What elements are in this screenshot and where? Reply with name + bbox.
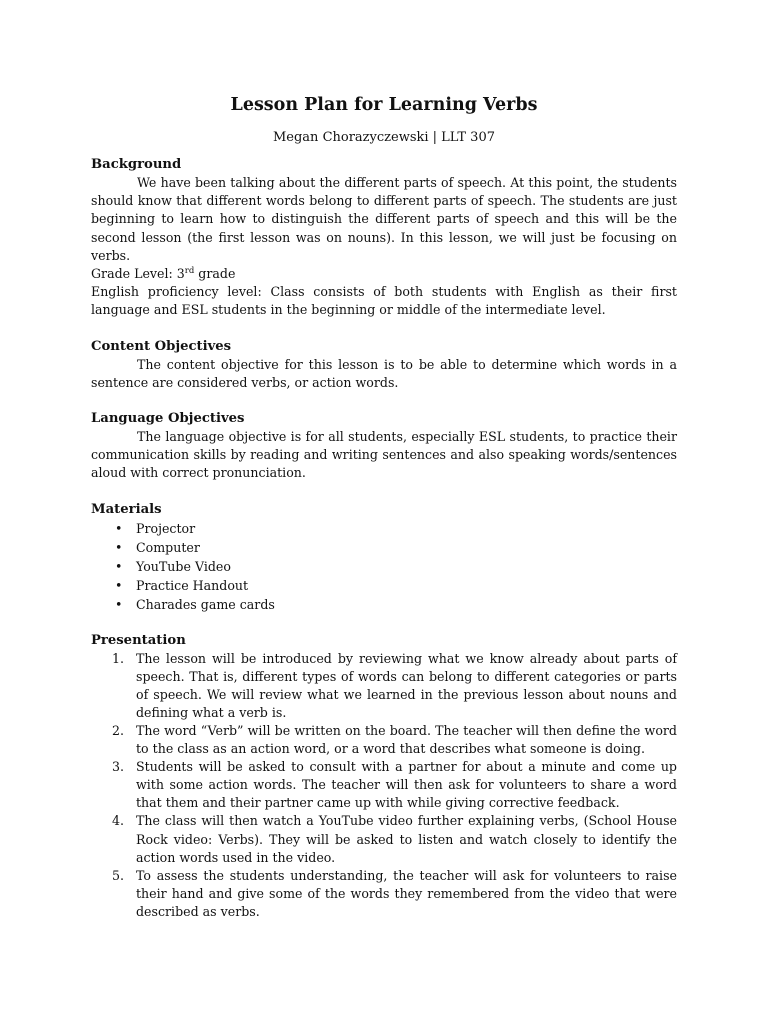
- presentation-heading: Presentation: [91, 632, 186, 648]
- language-objectives-heading: Language Objectives: [91, 411, 245, 427]
- content-objectives-heading: Content Objectives: [91, 338, 232, 354]
- page-title: Lesson Plan for Learning Verbs: [230, 95, 538, 115]
- list-item: [91, 538, 677, 557]
- grade-level: [91, 265, 677, 283]
- content-objectives-paragraph: The content objective for this lesson is to be able to determine which words in a sentence are considered verbs, or action words.: [91, 356, 677, 390]
- material-label: YouTube Video: [136, 558, 231, 574]
- grade-level-label: Grade Level: 3: [91, 266, 185, 282]
- step-number: 1.: [112, 650, 125, 666]
- list-item: [91, 812, 677, 866]
- background-paragraph: We have been talking about the different parts of speech. At this point, the students should know that different words belong to different parts of speech. The students are just beginning to learn how to distinguish the different parts of speech and this will be the second lesson (the first lesson was on nouns). In this lesson, we will just be focusing on verbs.: [91, 175, 677, 263]
- materials-section: [91, 501, 677, 614]
- material-label: Projector: [136, 520, 196, 536]
- step-number: 2.: [112, 723, 125, 739]
- author-line: Megan Chorazyczewski | LLT 307: [272, 130, 495, 145]
- content-objectives-section: [91, 338, 677, 392]
- list-item: [91, 557, 677, 576]
- step-text: To assess the students understanding, the teacher will ask for volunteers to raise their hand and give some of the words they remembered from the video that were described as verbs.: [136, 867, 677, 919]
- bullet-icon: •: [115, 539, 123, 555]
- presentation-steps: [91, 650, 677, 921]
- document-page: [91, 92, 677, 939]
- presentation-section: [91, 632, 677, 921]
- bullet-icon: •: [115, 520, 123, 536]
- step-number: 3.: [112, 759, 125, 775]
- list-item: [91, 867, 677, 921]
- step-text: The class will then watch a YouTube video further explaining verbs, (School House Rock video: Verbs). They will be asked to listen and watch closely to identify the action words used in the video.: [136, 813, 677, 865]
- background-heading: Background: [91, 157, 182, 172]
- background-section: [91, 156, 677, 320]
- materials-list: [91, 519, 677, 614]
- language-objectives-section: [91, 410, 677, 483]
- grade-level-superscript: rd: [184, 265, 195, 276]
- grade-level-suffix: grade: [194, 266, 236, 282]
- bullet-icon: •: [115, 577, 123, 593]
- bullet-icon: •: [115, 596, 123, 612]
- proficiency-level: English proficiency level: Class consists of both students with English as their first language and ESL students in the beginning or middle of the intermediate level.: [91, 284, 677, 318]
- step-text: Students will be asked to consult with a partner for about a minute and come up with some action words. The teacher will then ask for volunteers to share a word that them and their partner came up with while giving corrective feedback.: [136, 759, 677, 811]
- list-item: [91, 758, 677, 812]
- list-item: [91, 595, 677, 614]
- material-label: Computer: [136, 539, 200, 555]
- step-text: The word “Verb” will be written on the board. The teacher will then define the word to the class as an action word, or a word that describes what someone is doing.: [136, 723, 677, 757]
- material-label: Practice Handout: [136, 577, 249, 593]
- list-item: [91, 576, 677, 595]
- materials-heading: Materials: [91, 501, 162, 517]
- step-text: The lesson will be introduced by reviewing what we know already about parts of speech. That is, different types of words can belong to different categories or parts of speech. We will review what we learned in the previous lesson about nouns and defining what a verb is.: [136, 650, 677, 720]
- list-item: [91, 519, 677, 538]
- bullet-icon: •: [115, 558, 123, 574]
- step-number: 4.: [112, 813, 125, 829]
- language-objectives-paragraph: The language objective is for all students, especially ESL students, to practice their communication skills by reading and writing sentences and also speaking words/sentences aloud with correct pronunciation.: [91, 429, 677, 481]
- material-label: Charades game cards: [136, 596, 275, 612]
- list-item: [91, 722, 677, 758]
- step-number: 5.: [112, 867, 125, 883]
- list-item: [91, 650, 677, 722]
